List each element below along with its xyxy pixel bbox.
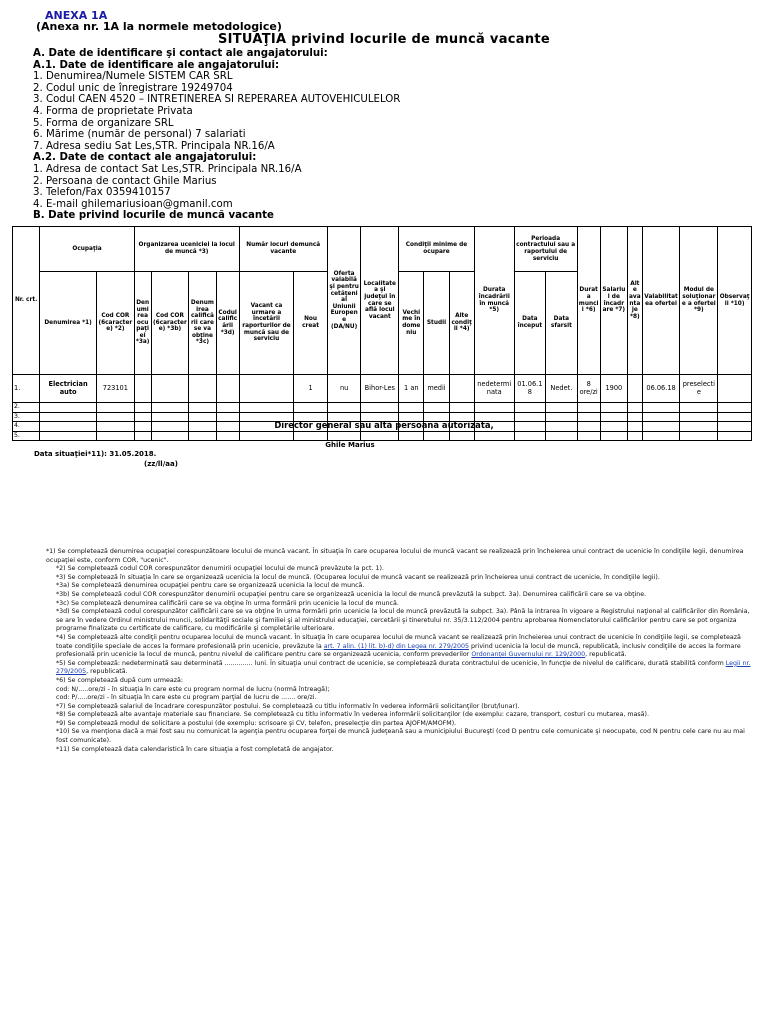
section-a2-title: A.2. Date de contact ale angajatorului: bbox=[33, 152, 257, 164]
th-denumirea: Denumirea *1) bbox=[40, 272, 97, 375]
vacancies-table bbox=[12, 226, 752, 441]
law-link[interactable]: Legii nr. 279/2005 bbox=[56, 659, 751, 676]
cell-localitatea: Bihor-Les bbox=[361, 375, 399, 403]
th-nr: Nr. crt. bbox=[13, 227, 40, 375]
a1-item: 6. Mărime (număr de personal) 7 salariati bbox=[33, 129, 246, 141]
th-ocupatia: Ocupaţia bbox=[40, 227, 134, 272]
th-perioada: Perioada contractului sau a raportului de serviciu bbox=[514, 227, 577, 272]
th-conditii: Condiţii minime de ocupare bbox=[399, 227, 475, 272]
th-cod-cor-3b: Cod COR (6caractere) *3b) bbox=[151, 272, 189, 375]
footnote: *7) Se completează salariul de încadrare corespunzător postului. Se completează cu titlu informativ în vederea informării solicitanţilor (brut/lunar). bbox=[56, 702, 520, 710]
cell-oferta: nu bbox=[327, 375, 361, 403]
cell-nr: 2. bbox=[13, 403, 40, 413]
footnote: cod: P/.....ore/zi - în situaţia în care este cu program parţial de lucru de ....... ore/zi. bbox=[56, 694, 317, 702]
date-line: Data situaţiei*11): 31.05.2018. bbox=[34, 450, 157, 458]
cell-nr: 4. bbox=[13, 422, 40, 432]
th-vechime: Vechime în domeniu bbox=[399, 272, 424, 375]
cell-empty bbox=[627, 375, 642, 403]
footnote: *3c) Se completează denumirea calificării care se va obţine în urma formării prin ucenicie la locul de muncă. bbox=[56, 599, 399, 607]
a2-item: 3. Telefon/Fax 0359410157 bbox=[33, 187, 171, 199]
th-studii: Studii bbox=[424, 272, 449, 375]
cell-empty bbox=[189, 375, 216, 403]
a1-item: 4. Forma de proprietate Privata bbox=[33, 105, 193, 117]
a2-item: 1. Adresa de contact Sat Les,STR. Principala NR.16/A bbox=[33, 163, 302, 175]
th-oferta-ue: Oferta valabilă şi pentru cetăţeni ai Uniunii Europene (DA/NU) bbox=[327, 227, 361, 375]
cell-denumirea: Electrician auto bbox=[40, 375, 97, 403]
th-denumirea-calificarii: Denumirea calificării care se va obţine *3c) bbox=[189, 272, 216, 375]
cell-salariul: 1900 bbox=[600, 375, 627, 403]
cell-empty bbox=[134, 375, 151, 403]
th-data-sfarsit: Data sfarsit bbox=[546, 272, 578, 375]
footnote: *10) Se va menţiona dacă a mai fost sau nu comunicat la agenţia pentru ocuparea forţei de muncă judeţeană sau a municipiului Bucureşti (cod D pentru cele comunicate şi neocupate, cod N pentru cele care nu au mai fost comunicate). bbox=[56, 728, 745, 745]
cell-cod-cor: 723101 bbox=[96, 375, 134, 403]
cell-nr: 1. bbox=[13, 375, 40, 403]
footnote: *3) Se completează în situaţia în care se organizează ucenicia la locul de muncă. (Ocuparea locului de muncă vacant se realizează prin încheierea unui contract de ucenicie, în condiţiile legii). bbox=[56, 573, 660, 581]
footnote: *11) Se completează data calendaristică în care situaţia a fost completată de angajator. bbox=[56, 745, 334, 753]
date-format: (zz/ll/aa) bbox=[144, 460, 178, 468]
cell-nr: 3. bbox=[13, 412, 40, 422]
a2-item: 2. Persoana de contact Ghile Marius bbox=[33, 175, 217, 187]
th-numar-locuri: Număr locuri demuncă vacante bbox=[239, 227, 327, 272]
cell-empty bbox=[239, 375, 294, 403]
document-title: SITUAŢIA privind locurile de muncă vacante bbox=[217, 32, 551, 47]
footnote: *4) Se completează alte condiţii pentru ocuparea locului de muncă vacant. În situaţia în care ocuparea locului de muncă vacant se realizează prin încheierea unui contract de ucenicie în condiţiile legii, se completează toate condiţiile speciale de acces la formare profesională prin ucenicie, prevăzute la art. 7 alin. (1) lit. b)-d) din Legea nr. 279/2005 privind ucenicia la locul de muncă, republicată, inclusiv condiţiile de acces la formare profesională prin ucenicie la locul de muncă, pentru nivelul de calificare pentru care se organizează ucenicia, conform prevederilor Ordonanţei Guvernului nr. 129/2000, republicată. bbox=[56, 633, 741, 659]
th-durata-muncii: Durata muncii *6) bbox=[577, 227, 600, 375]
th-valabilitatea: Valabilitatea ofertei bbox=[642, 227, 680, 375]
a1-item: 1. Denumirea/Numele SISTEM CAR SRL bbox=[33, 71, 233, 83]
th-localitatea: Localitatea şi judeţul în care se află locul vacant bbox=[361, 227, 399, 375]
th-alte-conditii: Alte condiţii *4) bbox=[449, 272, 474, 375]
footnote: *1) Se completează denumirea ocupaţiei corespunzătoare locului de muncă vacant. În situaţia în care ocuparea locului de muncă vacant se realizează prin încheierea unui contract de ucenicie în condiţiile legii, denumirea ocupaţiei este, conform COR, "ucenic". bbox=[46, 548, 744, 564]
cell-vechime: 1 an bbox=[399, 375, 424, 403]
table-row bbox=[13, 431, 752, 441]
cell-data-inceput: 01.06.18 bbox=[514, 375, 545, 403]
footnote: *3b) Se completează codul COR corespunzător denumirii ocupaţiei pentru care se organizează ucenicia la locul de muncă prevăzută la subpct. 3a). Denumirea calificării care se va obţine. bbox=[56, 590, 647, 598]
footnote: *3d) Se completează codul corespunzător calificării care se va obţine în urma formării prin ucenicie la locul de muncă prevăzută la subpct. 3a). Până la intrarea în vigoare a Registrului naţional al calificărilor din România, se are în vedere Ordinul ministrului muncii, solidarităţii sociale şi familiei şi al ministrului educaţiei, cercetării şi tineretului nr. 35/3.112/2004 pentru aprobarea Nomenclatorului calificărilor pentru care se pot organiza programe finalizate cu certificate de calificare, cu modificările şi completările ulterioare. bbox=[56, 608, 750, 633]
footnote: *9) Se completează modul de solicitare a postului (de exemplu: scrisoare şi CV, telefon, preselecţie din partea AJOFM/AMOFM). bbox=[56, 719, 457, 727]
section-a-title: A. Date de identificare şi contact ale angajatorului: bbox=[33, 48, 328, 59]
th-alte-avantaje: Alte avantaje *8) bbox=[627, 227, 642, 375]
footnote: *6) Se completează după cum urmează: bbox=[56, 676, 183, 684]
section-a1-title: A.1. Date de identificare ale angajatorului: bbox=[33, 59, 280, 71]
th-observatii: Observaţii *10) bbox=[718, 227, 752, 375]
th-organizarea: Organizarea uceniciei la locul de muncă *3) bbox=[134, 227, 239, 272]
th-vacant: Vacant ca urmare a încetării raporturilor de muncă sau de serviciu bbox=[239, 272, 294, 375]
cell-studii: medii bbox=[424, 375, 449, 403]
law-link[interactable]: art. 7 alin. (1) lit. b)-d) din Legea nr. 279/2005 bbox=[323, 642, 469, 650]
footnote: *5) Se completează: nedeterminată sau determinată .............. luni. În situaţia unui contract de ucenicie, se completează durata contractului de ucenicie, în funcţie de nivelul de calificare, durată stabilită conform Legii nr. 279/2005, republicată. bbox=[56, 659, 751, 676]
cell-empty bbox=[216, 375, 239, 403]
table-row bbox=[13, 403, 752, 413]
footnote: *8) Se completează alte avantaje materiale sau financiare. Se completează cu titlu informativ în vederea informării solicitanţilor (de exemplu: cazare, transport, costuri cu mutarea, masă). bbox=[56, 711, 650, 719]
cell-durata: nedeterminata bbox=[474, 375, 514, 403]
anexa-label: ANEXA 1A bbox=[45, 9, 108, 22]
a1-item: 2. Codul unic de înregistrare 19249704 bbox=[33, 82, 233, 94]
a1-item: 7. Adresa sediu Sat Les,STR. Principala NR.16/A bbox=[33, 140, 275, 152]
a1-item: 5. Forma de organizare SRL bbox=[33, 117, 174, 129]
cell-valabilitatea: 06.06.18 bbox=[642, 375, 680, 403]
footnote: cod: N/.....ore/zi - în situaţia în care este cu program normal de lucru (normă întreagă); bbox=[56, 685, 330, 693]
th-salariul: Salariul de încadrare *7) bbox=[600, 227, 627, 375]
th-modul: Modul de soluţionare a ofertei *9) bbox=[680, 227, 718, 375]
cell-durata-muncii: 8 ore/zi bbox=[577, 375, 600, 403]
footnote: *3a) Se completează denumirea ocupaţiei pentru care se organizează ucenicia la locul de muncă. bbox=[56, 582, 365, 590]
footnote: *2) Se completează codul COR corespunzător denumirii ocupaţiei locului de muncă prevăzute la pct. 1). bbox=[56, 565, 384, 573]
cell-modul: preselectie bbox=[680, 375, 718, 403]
employer-info bbox=[33, 48, 400, 222]
cell-empty bbox=[151, 375, 189, 403]
th-cod-cor: Cod COR (6caractere) *2) bbox=[96, 272, 134, 375]
table-row bbox=[13, 375, 752, 403]
ordinance-link[interactable]: Ordonanţei Guvernului nr. 129/2000 bbox=[471, 651, 586, 659]
a1-item: 3. Codul CAEN 4520 – INTRETINEREA SI REPERAREA AUTOVEHICULELOR bbox=[33, 94, 401, 106]
section-b-title: B. Date privind locurile de muncă vacante bbox=[33, 210, 274, 222]
cell-nou-creat: 1 bbox=[294, 375, 328, 403]
anexa-subtitle: (Anexa nr. 1A la normele metodologice) bbox=[36, 20, 282, 33]
a2-item: 4. E-mail ghilemariusioan@gmanil.com bbox=[33, 198, 233, 210]
signature-role: Director general sau altă persoană autorizată, bbox=[274, 420, 494, 430]
th-denumirea-ocupatiei: Denumirea ocupaţiei *3a) bbox=[134, 272, 151, 375]
th-data-inceput: Data început bbox=[514, 272, 545, 375]
th-codul-calificarii: Codul calificării *3d) bbox=[216, 272, 239, 375]
cell-empty bbox=[718, 375, 752, 403]
th-nou-creat: Nou creat bbox=[294, 272, 328, 375]
th-durata-incadrarii: Durata încadrării în muncă *5) bbox=[474, 227, 514, 375]
signature-name: Ghile Marius bbox=[325, 441, 375, 449]
cell-empty bbox=[449, 375, 474, 403]
footnotes bbox=[46, 548, 752, 754]
cell-nr: 5. bbox=[13, 431, 40, 441]
cell-data-sfarsit: Nedet. bbox=[546, 375, 578, 403]
